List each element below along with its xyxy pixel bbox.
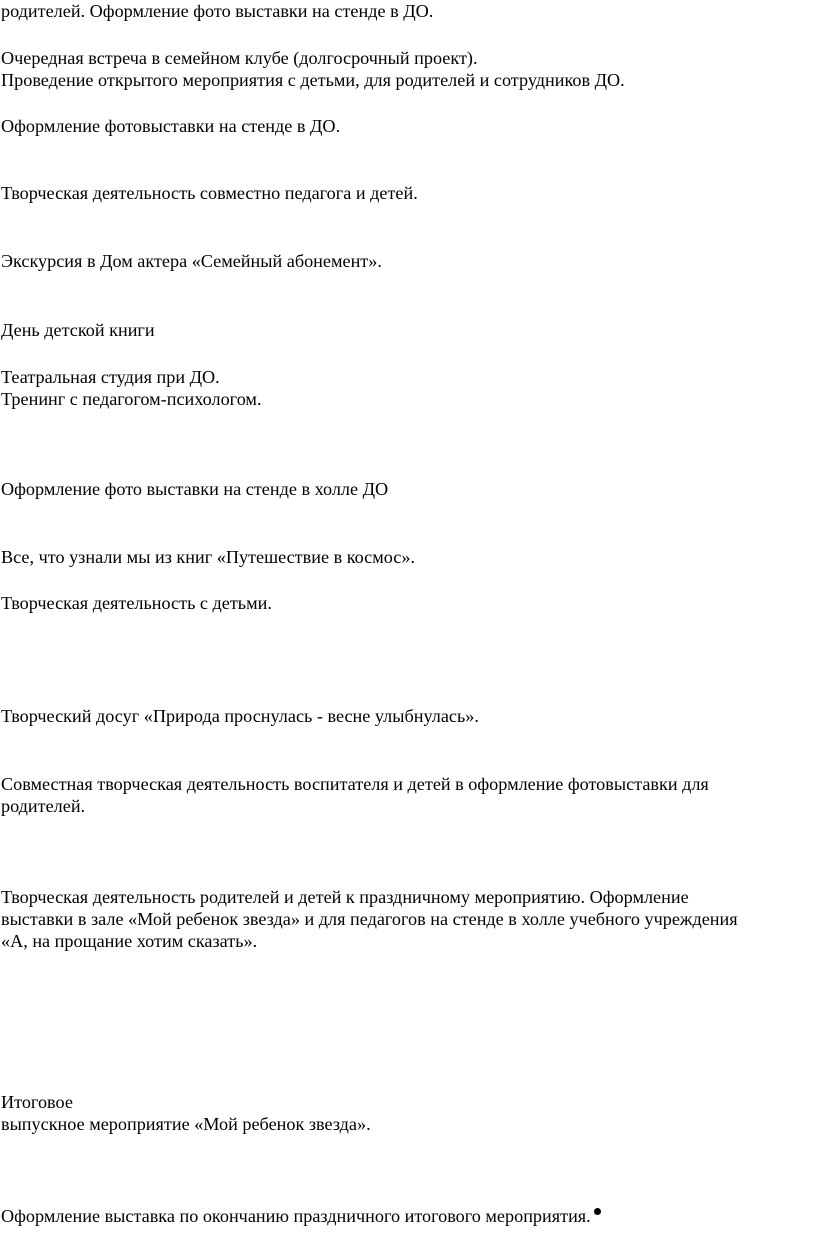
text-line: выпускное мероприятие «Мой ребенок звезда». (1, 1114, 371, 1134)
text-line: Все, что узнали мы из книг «Путешествие в космос». (1, 547, 416, 567)
text-line: Оформление фотовыставки на стенде в ДО. (1, 116, 341, 136)
paragraph (1, 250, 807, 272)
text-line: Творческая деятельность совместно педагога и детей. (1, 183, 418, 203)
paragraph (1, 886, 807, 952)
text-line: Итоговое (1, 1092, 73, 1112)
paragraph (1, 592, 807, 614)
text-line (1, 1205, 807, 1227)
paragraph (1, 705, 807, 727)
paragraph (1, 1205, 807, 1227)
text-line-content: Оформление выставка по окончанию праздничного итогового мероприятия. (1, 1206, 591, 1226)
paragraph (1, 478, 807, 500)
text-line: Тренинг с педагогом-психологом. (1, 389, 262, 409)
text-line: Совместная творческая деятельность воспитателя и детей в оформление фотовыставки для (1, 774, 709, 794)
paragraph (1, 546, 807, 568)
text-line: Творческий досуг «Природа проснулась - весне улыбнулась». (1, 706, 479, 726)
paragraph (1, 0, 807, 22)
text-line: День детской книги (1, 320, 155, 340)
text-line: «А, на прощание хотим сказать». (1, 931, 258, 951)
text-line: Творческая деятельность с детьми. (1, 593, 272, 613)
paragraph (1, 47, 807, 91)
text-line: Экскурсия в Дом актера «Семейный абонемент». (1, 251, 382, 271)
text-line: Очередная встреча в семейном клубе (долгосрочный проект). (1, 48, 478, 68)
text-line: Творческая деятельность родителей и детей к праздничному мероприятию. Оформление (1, 887, 689, 907)
text-line: Проведение открытого мероприятия с детьми, для родителей и сотрудников ДО. (1, 70, 625, 90)
text-line: родителей. Оформление фото выставки на стенде в ДО. (1, 1, 434, 21)
paragraph (1, 1091, 807, 1135)
paragraph (1, 773, 807, 817)
text-line: Оформление фото выставки на стенде в холле ДО (1, 479, 389, 499)
text-line: родителей. (1, 796, 86, 816)
paragraph (1, 182, 807, 204)
paragraph (1, 115, 807, 137)
paragraph (1, 366, 807, 410)
paragraph (1, 319, 807, 341)
text-line: выставки в зале «Мой ребенок звезда» и для педагогов на стенде в холле учебного учреждения (1, 909, 738, 929)
text-line: Театральная студия при ДО. (1, 367, 220, 387)
bullet-icon (594, 1208, 601, 1215)
